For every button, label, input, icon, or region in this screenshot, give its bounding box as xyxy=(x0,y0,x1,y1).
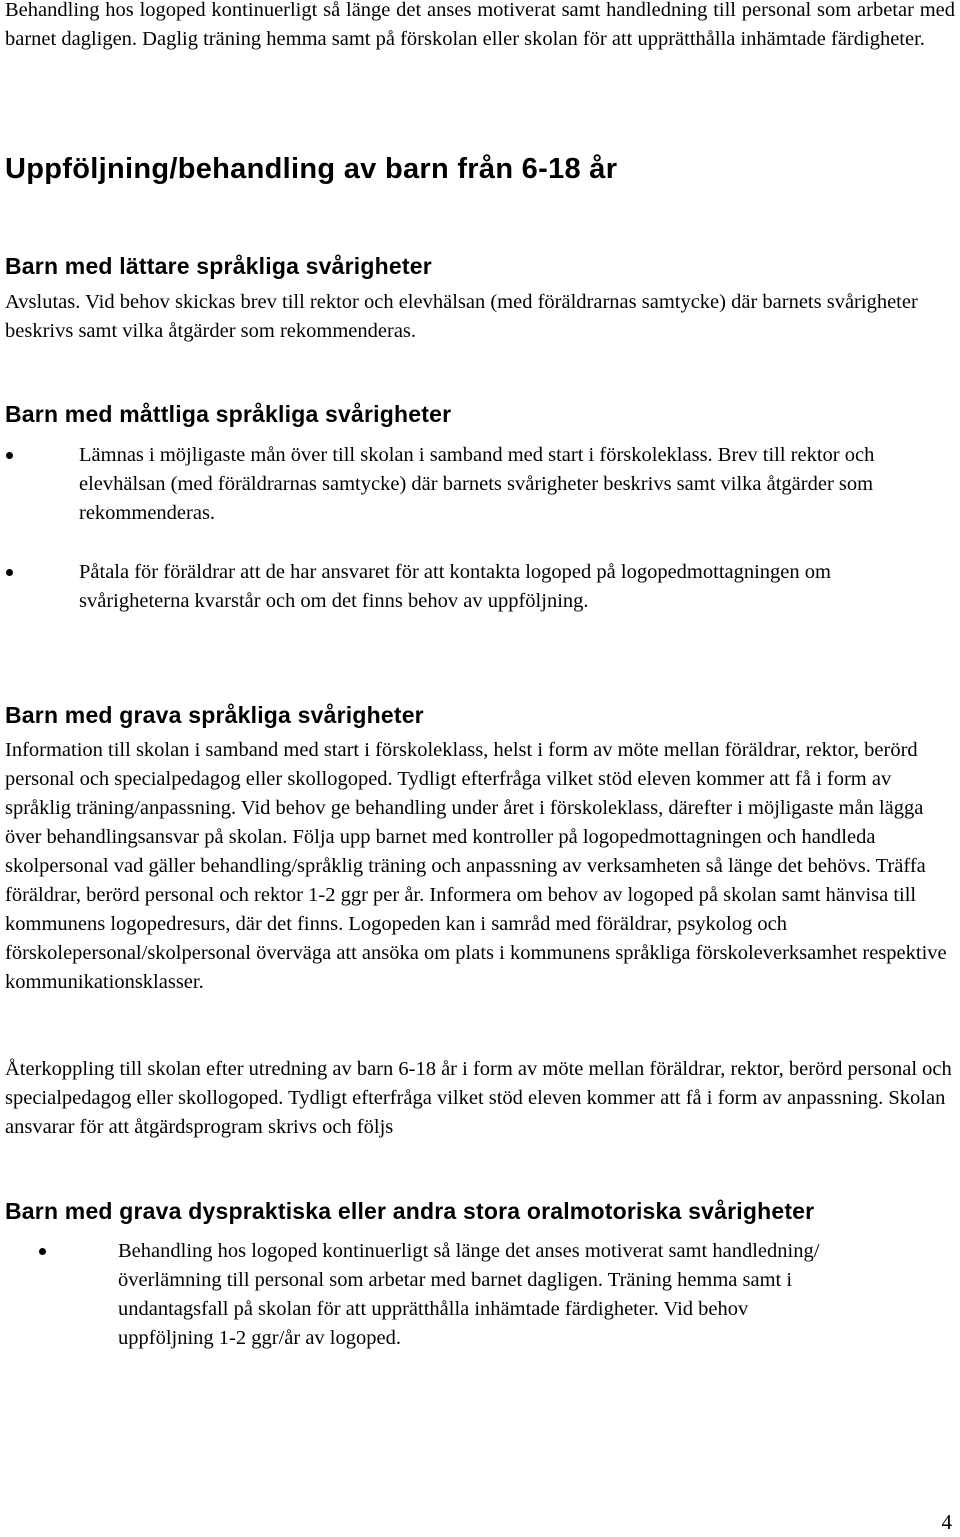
list-item xyxy=(5,441,950,531)
list-item xyxy=(5,558,950,648)
mild-paragraph: Avslutas. Vid behov skickas brev till rektor och elevhälsan (med föräldrarnas samtycke) där barnets svårigheter beskrivs samt vilka åtgärder som rekommenderas. xyxy=(5,291,918,342)
list-item-text: Behandling hos logoped kontinuerligt så länge det anses motiverat samt handledning/överlämning till personal som arbetar med barnet dagligen. Träning hemma samt i undantagsfall på skolan för att upprätthålla inhämtade färdigheter. Vid behov uppföljning 1-2 ggr/år av logoped. xyxy=(118,1240,820,1349)
section-title: Uppföljning/behandling av barn från 6-18 år xyxy=(5,153,618,185)
list-item-text: Lämnas i möjligaste mån över till skolan i samband med start i förskoleklass. Brev till rektor och elevhälsan (med föräldrarnas samtycke) där barnets svårigheter beskrivs samt vilka åtgärder som rekommenderas. xyxy=(79,444,875,524)
severe-paragraph-1: Information till skolan i samband med start i förskoleklass, helst i form av möte mellan föräldrar, rektor, berörd personal och specialpedagog eller skollogoped. Tydligt efterfråga vilket stöd eleven kommer att få i form av språklig träning/anpassning. Vid behov ge behandling under året i förskoleklass, därefter i möjligaste mån lägga över behandlingsansvar på skolan. Följa upp barnet med kontroller på logopedmottagningen och handleda skolpersonal vad gäller behandling/språklig träning och anpassning av verksamheten så länge det behövs. Träffa föräldrar, berörd personal och rektor 1-2 ggr per år. Informera om behov av logoped på skolan samt hänvisa till kommunens logopedresurs, där det finns. Logopeden kan i samråd med föräldrar, psykolog och förskolepersonal/skolpersonal överväga att ansöka om plats i kommunens språkliga förskoleverksamhet respektive kommunikationsklasser. xyxy=(5,739,947,993)
list-item-text: Påtala för föräldrar att de har ansvaret för att kontakta logoped på logopedmottagningen om svårigheterna kvarstår och om det finns behov av uppföljning. xyxy=(79,561,831,612)
bullet-icon xyxy=(6,569,13,576)
bullet-icon xyxy=(39,1248,46,1255)
page-number: 4 xyxy=(941,1510,952,1534)
heading-severe: Barn med grava språkliga svårigheter xyxy=(5,702,424,728)
heading-dyspraxia: Barn med grava dyspraktiska eller andra stora oralmotoriska svårigheter xyxy=(5,1198,815,1224)
intro-paragraph: Behandling hos logoped kontinuerligt så länge det anses motiverat samt handledning till personal som arbetar med barnet dagligen. Daglig träning hemma samt på förskolan eller skolan för att upprätthålla inhämtade färdigheter. xyxy=(5,0,955,50)
heading-moderate: Barn med måttliga språkliga svårigheter xyxy=(5,401,452,427)
severe-paragraph-2: Återkoppling till skolan efter utredning av barn 6-18 år i form av möte mellan föräldrar, rektor, berörd personal och specialpedagog eller skollogoped. Tydligt efterfråga vilket stöd eleven kommer att få i form av anpassning. Skolan ansvarar för att åtgärdsprogram skrivs och följs xyxy=(5,1058,952,1138)
bullet-icon xyxy=(6,452,13,459)
list-item xyxy=(5,1237,950,1357)
heading-mild: Barn med lättare språkliga svårigheter xyxy=(5,253,432,279)
